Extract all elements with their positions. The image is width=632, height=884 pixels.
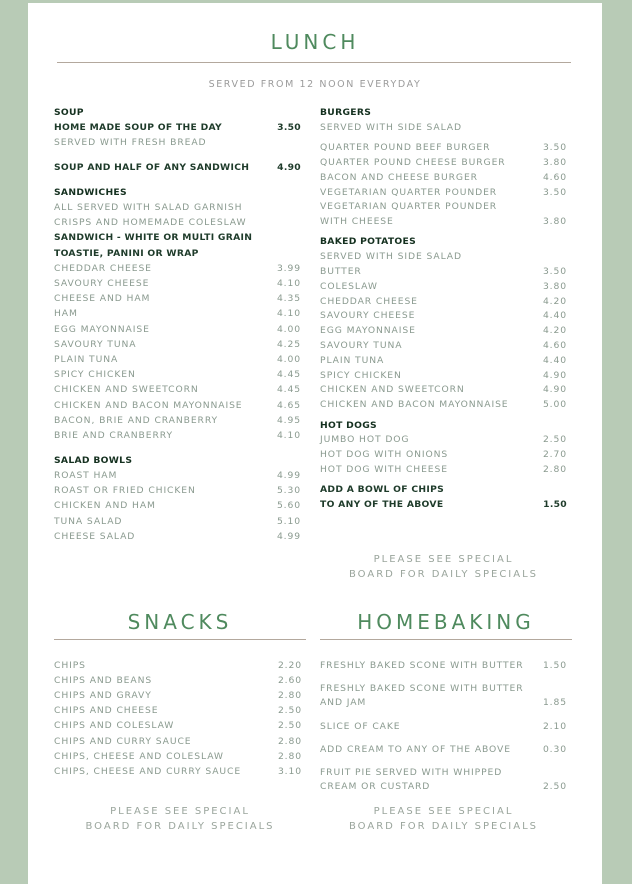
item-name: HAM (54, 308, 78, 320)
item-name: SAVOURY TUNA (320, 340, 403, 351)
item-name: SERVED WITH SIDE SALAD (320, 251, 462, 263)
item-name: SPICY CHICKEN (54, 369, 136, 381)
item-price: 4.10 (276, 308, 301, 320)
item-price: 1.85 (542, 697, 567, 709)
item-price: 2.50 (542, 434, 567, 446)
item-name: TUNA SALAD (54, 515, 123, 527)
item-price: 5.60 (276, 500, 301, 512)
item-name: COLESLAW (320, 280, 378, 292)
item-name: FRESHLY BAKED SCONE WITH BUTTER (320, 683, 524, 695)
item-name: SANDWICH - WHITE OR MULTI GRAIN (54, 232, 253, 244)
item-name: ALL SERVED WITH SALAD GARNISH (54, 202, 243, 213)
item-name: EGG MAYONNAISE (54, 323, 150, 335)
item-name: HOT DOG WITH ONIONS (320, 449, 449, 461)
item-name: FRESHLY BAKED SCONE WITH BUTTER (320, 660, 524, 671)
item-price: 2.70 (542, 449, 567, 461)
item-name: CHIPS AND CURRY SAUCE (54, 735, 192, 747)
item-name: CHIPS AND CHEESE (54, 705, 159, 717)
item-price: 2.80 (542, 463, 567, 475)
item-name: CHEESE SALAD (54, 530, 136, 542)
item-name: CHICKEN AND SWEETCORN (54, 384, 199, 396)
item-price: 4.10 (276, 430, 301, 441)
item-name: BRIE AND CRANBERRY (54, 430, 173, 441)
item-name: CHIPS, CHEESE AND CURRY SAUCE (54, 765, 242, 777)
item-name: SPICY CHICKEN (320, 369, 402, 381)
item-price: 4.20 (542, 295, 567, 307)
item-price: 3.50 (542, 142, 567, 154)
item-name: ROAST HAM (54, 469, 118, 481)
item-name: SAVOURY TUNA (54, 338, 137, 350)
item-price: 4.00 (276, 323, 301, 335)
item-name: VEGETARIAN QUARTER POUNDER (320, 186, 498, 198)
homebaking-title: HOMEBAKING (357, 610, 535, 634)
item-name: PLAIN TUNA (54, 354, 119, 365)
item-name: CHICKEN AND BACON MAYONNAISE (54, 399, 243, 411)
item-price: 4.99 (276, 530, 301, 542)
item-price: 1.50 (543, 499, 567, 510)
item-name: SALAD BOWLS (54, 454, 133, 466)
item-price: 2.50 (277, 720, 302, 732)
item-name: HOME MADE SOUP OF THE DAY (54, 122, 223, 134)
homebaking-specials-note (320, 804, 567, 834)
item-price: 5.00 (542, 399, 567, 411)
item-price: 4.99 (276, 469, 301, 481)
item-name: ADD CREAM TO ANY OF THE ABOVE (320, 743, 511, 755)
item-price: 2.80 (277, 735, 302, 747)
item-name: HOT DOGS (320, 419, 377, 431)
item-price: 2.60 (277, 675, 302, 687)
homebaking-divider (320, 639, 572, 640)
item-price: 2.50 (542, 781, 567, 793)
item-name: CHIPS, CHEESE AND COLESLAW (54, 750, 224, 762)
item-price: 3.50 (277, 122, 301, 134)
item-price: 3.50 (542, 186, 567, 198)
item-price: 3.10 (277, 765, 302, 777)
item-name: WITH CHEESE (320, 216, 394, 228)
note-line: BOARD FOR DAILY SPECIALS (348, 821, 539, 832)
item-name: TOASTIE, PANINI OR WRAP (54, 247, 199, 259)
item-price: 3.50 (542, 266, 567, 277)
item-name: BACON AND CHEESE BURGER (320, 171, 478, 183)
item-name: ADD A BOWL OF CHIPS (320, 484, 445, 496)
item-name: BURGERS (320, 107, 372, 118)
item-price: 4.60 (542, 340, 567, 351)
lunch-served-note: SERVED FROM 12 NOON EVERYDAY (208, 79, 422, 90)
item-price: 3.80 (542, 216, 567, 228)
item-name: BAKED POTATOES (320, 236, 416, 248)
item-price: 4.40 (542, 354, 567, 366)
item-price: 3.80 (542, 280, 567, 292)
item-price: 4.45 (276, 384, 301, 396)
item-price: 4.00 (276, 354, 301, 365)
item-name: PLAIN TUNA (320, 354, 385, 366)
item-name: CHEESE AND HAM (54, 293, 151, 305)
item-name: QUARTER POUND BEEF BURGER (320, 142, 491, 154)
item-name: CHIPS AND GRAVY (54, 690, 152, 702)
item-price: 4.65 (276, 399, 301, 411)
item-name: EGG MAYONNAISE (320, 325, 416, 337)
item-name: AND JAM (320, 697, 367, 709)
item-price: 2.50 (277, 705, 302, 717)
item-price: 2.20 (277, 660, 302, 671)
lunch-divider (57, 62, 571, 63)
item-price: 4.90 (542, 384, 567, 396)
item-name: SAVOURY CHEESE (54, 278, 150, 289)
item-name: BUTTER (320, 266, 362, 277)
item-price: 5.30 (276, 485, 301, 497)
item-price: 5.10 (276, 515, 301, 527)
item-price: 4.60 (542, 171, 567, 183)
snacks-specials-note (54, 804, 306, 834)
item-name: SOUP (54, 107, 84, 118)
item-price: 0.30 (542, 743, 567, 755)
item-name: CHICKEN AND SWEETCORN (320, 384, 465, 396)
item-price: 2.80 (277, 750, 302, 762)
snacks-title: SNACKS (127, 610, 233, 634)
item-price: 2.80 (277, 690, 302, 702)
item-name: CRISPS AND HOMEMADE COLESLAW (54, 217, 247, 229)
item-name: CHIPS AND BEANS (54, 675, 153, 687)
item-name: CHIPS (54, 660, 86, 671)
item-name: CHEDDAR CHEESE (54, 262, 152, 274)
note-line: BOARD FOR DAILY SPECIALS (85, 821, 275, 832)
item-price: 4.90 (542, 369, 567, 381)
note-line: PLEASE SEE SPECIAL (373, 554, 514, 565)
item-name: CHEDDAR CHEESE (320, 295, 418, 307)
note-line: BOARD FOR DAILY SPECIALS (348, 569, 539, 580)
item-price: 1.50 (542, 660, 567, 671)
item-price: 4.40 (542, 310, 567, 322)
lunch-specials-note (320, 552, 567, 582)
item-name: BACON, BRIE AND CRANBERRY (54, 414, 219, 426)
item-name: SOUP AND HALF OF ANY SANDWICH (54, 162, 250, 174)
item-name: CREAM OR CUSTARD (320, 781, 431, 793)
menu-page (28, 3, 602, 884)
item-price: 4.95 (276, 414, 301, 426)
item-price: 4.45 (276, 369, 301, 381)
item-name: CHICKEN AND BACON MAYONNAISE (320, 399, 509, 411)
note-line: PLEASE SEE SPECIAL (110, 806, 250, 817)
item-price: 4.35 (276, 293, 301, 305)
note-line: PLEASE SEE SPECIAL (373, 806, 514, 817)
lunch-title: LUNCH (270, 30, 360, 54)
item-name: SAVOURY CHEESE (320, 310, 416, 322)
item-price: 4.25 (276, 338, 301, 350)
item-price: 4.90 (277, 162, 301, 174)
item-name: CHICKEN AND HAM (54, 500, 156, 512)
item-price: 3.80 (542, 156, 567, 168)
snacks-divider (54, 639, 306, 640)
item-price: 2.10 (542, 720, 567, 732)
item-name: SLICE OF CAKE (320, 720, 401, 732)
item-name: TO ANY OF THE ABOVE (320, 499, 444, 510)
item-name: CHIPS AND COLESLAW (54, 720, 175, 732)
item-price: 4.20 (542, 325, 567, 337)
item-name: QUARTER POUND CHEESE BURGER (320, 156, 506, 168)
item-name: VEGETARIAN QUARTER POUNDER (320, 201, 498, 213)
item-name: JUMBO HOT DOG (320, 434, 410, 446)
item-price: 4.10 (276, 278, 301, 289)
item-price: 3.99 (276, 262, 301, 274)
item-name: SERVED WITH FRESH BREAD (54, 137, 207, 149)
item-name: HOT DOG WITH CHEESE (320, 463, 448, 475)
item-name: SERVED WITH SIDE SALAD (320, 121, 462, 133)
item-name: ROAST OR FRIED CHICKEN (54, 485, 196, 497)
item-name: FRUIT PIE SERVED WITH WHIPPED (320, 767, 503, 778)
item-name: SANDWICHES (54, 186, 127, 198)
